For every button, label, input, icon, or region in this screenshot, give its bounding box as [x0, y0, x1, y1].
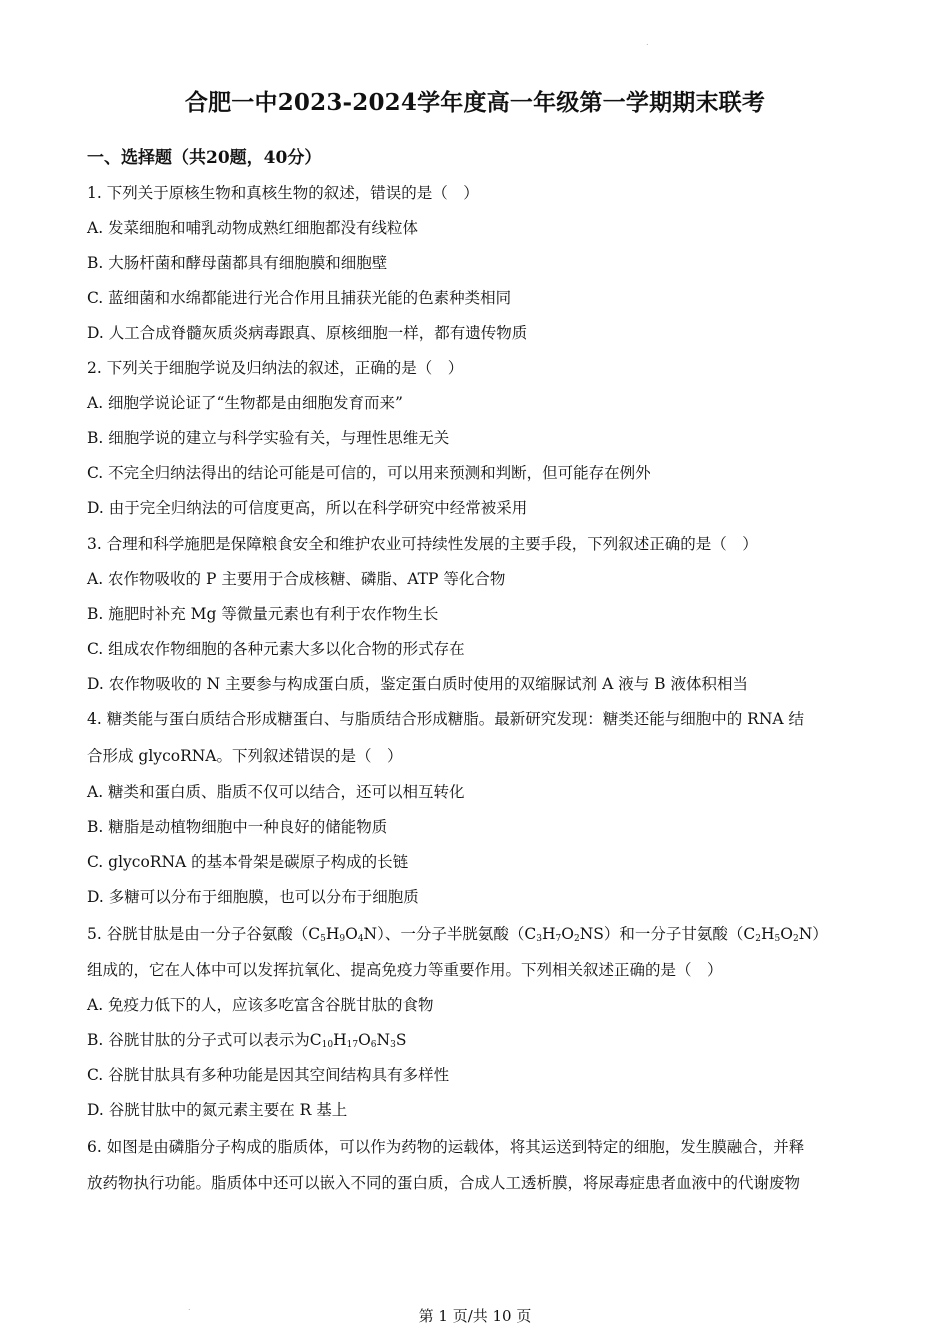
question-line: D. 由于完全归纳法的可信度更高，所以在科学研究中经常被采用 — [87, 499, 528, 517]
q5-line-2: 组成的，它在人体中可以发挥抗氧化、提高免疫力等重要作用。下列相关叙述正确的是（ ） — [87, 961, 723, 979]
question-line: 3. 合理和科学施肥是保障粮食安全和维护农业可持续性发展的主要手段，下列叙述正确的是（ ） — [87, 535, 758, 553]
q5-option-a: A. 免疫力低下的人，应该多吃富含谷胱甘肽的食物 — [87, 996, 434, 1014]
question-line: C. 组成农作物细胞的各种元素大多以化合物的形式存在 — [87, 640, 465, 658]
bottom-mark: . — [188, 1303, 191, 1312]
question-line: D. 农作物吸收的 N 主要参与构成蛋白质，鉴定蛋白质时使用的双缩脲试剂 A 液与 B 液体积相当 — [87, 675, 748, 693]
question-line: C. 蓝细菌和水绵都能进行光合作用且捕获光能的色素种类相同 — [87, 289, 512, 307]
question-line: B. 糖脂是动植物细胞中一种良好的储能物质 — [87, 818, 388, 836]
formula-glycine: $C_2H_5O_2N$ — [743, 925, 813, 944]
q5-option-b: B. 谷胱甘肽的分子式可以表示为$C_{10}H_{17}O_6N_3S$ — [87, 1031, 407, 1050]
question-line: 合形成 glycoRNA。下列叙述错误的是（ ） — [87, 747, 403, 765]
page-footer: 第 1 页/共 10 页 — [418, 1307, 532, 1325]
formula-glutathione: $C_{10}H_{17}O_6N_3S$ — [309, 1031, 407, 1050]
question-line: B. 大肠杆菌和酵母菌都具有细胞膜和细胞壁 — [87, 254, 388, 272]
question-line: 4. 糖类能与蛋白质结合形成糖蛋白、与脂质结合形成糖脂。最新研究发现：糖类还能与细胞中的 RNA 结 — [87, 710, 804, 728]
question-line: C. glycoRNA 的基本骨架是碳原子构成的长链 — [87, 853, 409, 871]
formula-glutamate: $C_5H_9O_4N$ — [308, 925, 378, 944]
question-line: A. 细胞学说论证了“生物都是由细胞发育而来” — [87, 394, 403, 412]
q6-line-2: 放药物执行功能。脂质体中还可以嵌入不同的蛋白质，合成人工透析膜，将尿毒症患者血液中的代谢废物 — [87, 1174, 801, 1192]
q6-line-1: 6. 如图是由磷脂分子构成的脂质体，可以作为药物的运载体，将其运送到特定的细胞，发生膜融合，并释 — [87, 1138, 805, 1156]
question-line: A. 糖类和蛋白质、脂质不仅可以结合，还可以相互转化 — [87, 783, 465, 801]
formula-cysteine: $C_3H_7O_2NS$ — [524, 925, 604, 944]
question-line: B. 施肥时补充 Mg 等微量元素也有利于农作物生长 — [87, 605, 439, 623]
question-line: D. 多糖可以分布于细胞膜，也可以分布于细胞质 — [87, 888, 419, 906]
q5-option-c: C. 谷胱甘肽具有多种功能是因其空间结构具有多样性 — [87, 1066, 450, 1084]
question-line: A. 农作物吸收的 P 主要用于合成核糖、磷脂、ATP 等化合物 — [87, 570, 506, 588]
question-line: 2. 下列关于细胞学说及归纳法的叙述，正确的是（ ） — [87, 359, 464, 377]
q5-option-d: D. 谷胱甘肽中的氮元素主要在 R 基上 — [87, 1101, 348, 1119]
question-line: 1. 下列关于原核生物和真核生物的叙述，错误的是（ ） — [87, 184, 479, 202]
question-line: D. 人工合成脊髓灰质炎病毒跟真、原核细胞一样，都有遗传物质 — [87, 324, 528, 342]
question-line: C. 不完全归纳法得出的结论可能是可信的，可以用来预测和判断，但可能存在例外 — [87, 464, 651, 482]
question-line: A. 发菜细胞和哺乳动物成熟红细胞都没有线粒体 — [87, 219, 419, 237]
corner-mark: . — [646, 38, 649, 47]
section-heading: 一、选择题（共20题，40分） — [87, 148, 322, 168]
page-title: 合肥一中2023-2024学年度高一年级第一学期期末联考 — [184, 89, 766, 116]
question-line: B. 细胞学说的建立与科学实验有关，与理性思维无关 — [87, 429, 450, 447]
q5-line-1: 5. 谷胱甘肽是由一分子谷氨酸$(C_5H_9O_4N)$、一分子半胱氨酸$(C_3H_7O_2NS)$和一分子甘氨酸$(C_2H_5O_2N)$ — [87, 925, 828, 944]
